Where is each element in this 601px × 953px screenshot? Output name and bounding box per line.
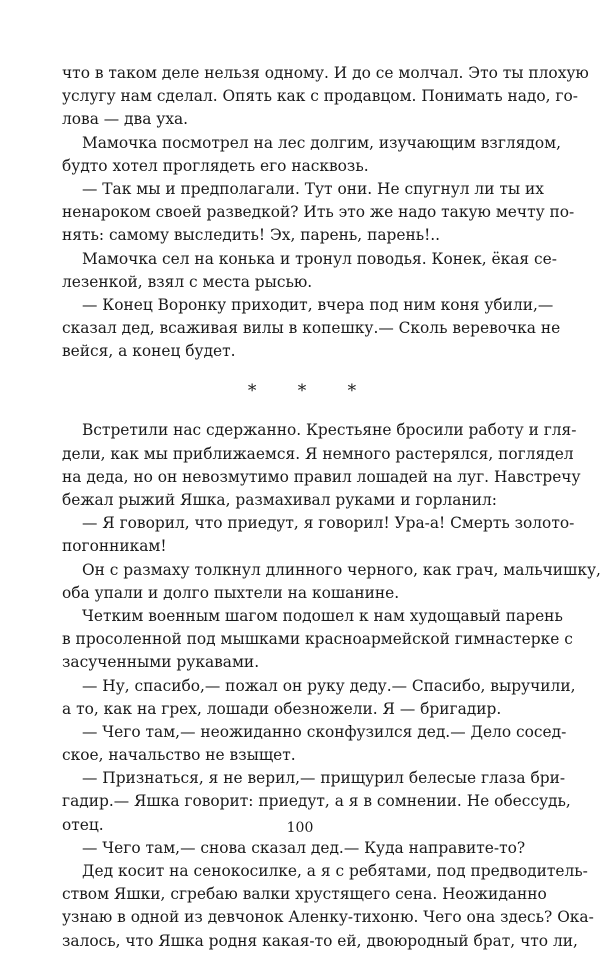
text-line: ское, начальство не взыщет. (62, 746, 296, 765)
text-line: — Признаться, я не верил,— прищурил белесые глаза бри- (82, 769, 566, 788)
text-line: Он с размаху толкнул длинного черного, как грач, мальчишку, (82, 560, 601, 579)
text-line: — Так мы и предполагали. Тут они. Не спугнул ли ты их (82, 179, 544, 198)
section-break: * * * (247, 381, 375, 402)
text-line: — Я говорил, что приедут, я говорил! Ура-а! Смерть золото- (82, 514, 575, 533)
text-line: Встретили нас сдержанно. Крестьяне бросили работу и гля- (82, 421, 577, 440)
text-line: Дед косит на сенокосилке, а я с ребятами, под предводитель- (82, 862, 588, 880)
text-line: гадир.— Яшка говорит: приедут, а я в сомнении. Не обессудь, (62, 792, 571, 811)
text-line: узнаю в одной из девчонок Аленку-тихоню. Чего она здесь? Ока- (62, 908, 594, 927)
text-line: отец. (62, 815, 104, 834)
text-line: Четким военным шагом подошел к нам худощавый парень (82, 606, 563, 625)
text-line: что в таком деле нельзя одному. И до се молчал. Это ты плохую (62, 64, 589, 82)
text-line: будто хотел проглядеть его насквозь. (62, 156, 369, 175)
text-line: Мамочка сел на конька и тронул поводья. Конек, ёкая се- (82, 249, 557, 268)
text-line: — Ну, спасибо,— пожал он руку деду.— Спасибо, выручили, (82, 676, 576, 695)
text-line: лова — два уха. (62, 110, 189, 129)
text-line: ненароком своей разведкой? Ить это же надо такую мечту по- (62, 203, 575, 222)
text-line: лезенкой, взял с места рысью. (62, 272, 313, 291)
text-line: — Чего там,— неожиданно сконфузился дед.— Дело сосед- (82, 722, 567, 741)
text-line: в просоленной под мышками красноармейской гимнастерке с (62, 630, 573, 649)
text-line: погонникам! (62, 537, 167, 556)
text-line: на деда, но он невозмутимо правил лошадей на луг. Навстречу (62, 467, 581, 486)
text-line: услугу нам сделал. Опять как с продавцом. Понимать надо, го- (62, 87, 578, 106)
text-line: бежал рыжий Яшка, размахивал руками и горланил: (62, 491, 497, 509)
text-line: дели, как мы приближаемся. Я немного растерялся, поглядел (62, 444, 574, 463)
text-block-before-break (62, 62, 589, 363)
text-line: Мамочка посмотрел на лес долгим, изучающим взглядом, (82, 133, 561, 152)
page-number: 100 (286, 820, 314, 836)
text-line: нять: самому выследить! Эх, парень, парень!.. (62, 226, 441, 245)
text-line: вейся, а конец будет. (62, 342, 236, 361)
text-line: засученными рукавами. (62, 653, 260, 672)
text-block-after-break (62, 419, 601, 952)
text-line: оба упали и долго пыхтели на кошанине. (62, 583, 400, 602)
text-line: — Чего там,— снова сказал дед.— Куда направите-то? (82, 838, 526, 857)
text-line: сказал дед, всаживая вилы в копешку.— Сколь веревочка не (62, 319, 561, 338)
text-line: — Конец Воронку приходит, вчера под ним коня убили,— (82, 295, 554, 314)
text-line: ством Яшки, сгребаю валки хрустящего сена. Неожиданно (62, 885, 547, 904)
text-line: залось, что Яшка родня какая-то ей, двоюродный брат, что ли, (62, 931, 578, 950)
text-line: а то, как на грех, лошади обезножели. Я — бригадир. (62, 699, 502, 718)
